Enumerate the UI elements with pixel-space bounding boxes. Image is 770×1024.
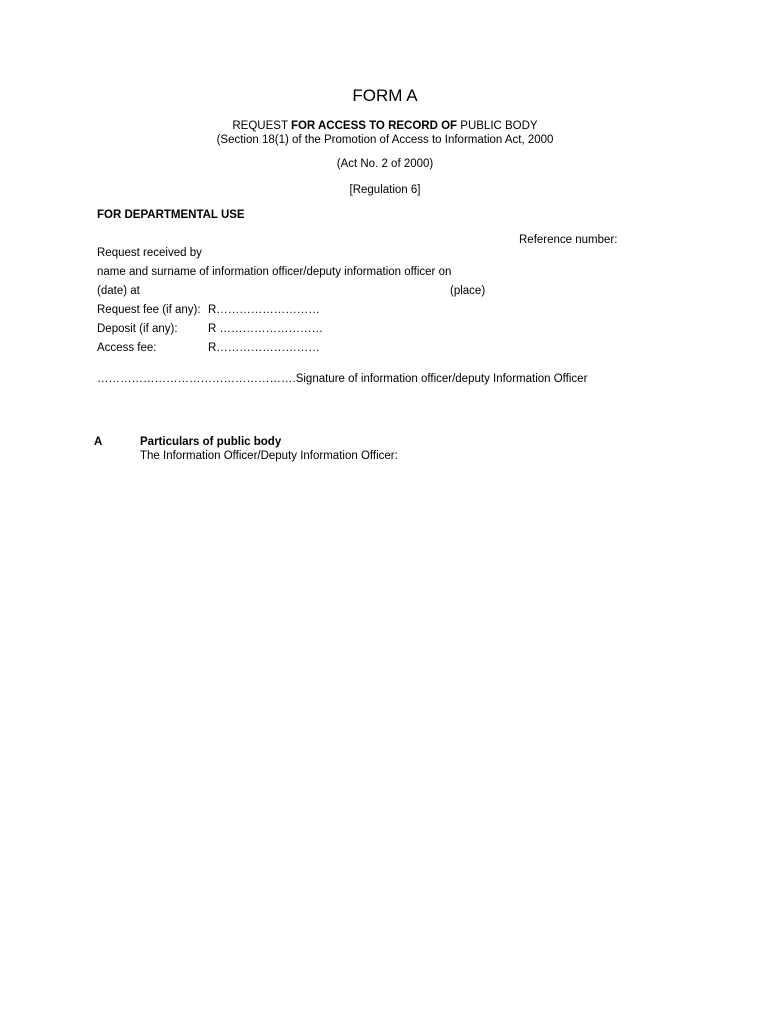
access-fee-label: Access fee: bbox=[97, 342, 157, 354]
signature-line: …………………………………………….Signature of information officer/deputy Information Officer bbox=[97, 373, 588, 385]
form-heading-part1: REQUEST bbox=[232, 120, 291, 132]
section-a-letter: A bbox=[94, 436, 103, 448]
section-a-subtitle: The Information Officer/Deputy Information Officer: bbox=[140, 450, 398, 462]
deposit-value: R ……………………… bbox=[208, 323, 323, 335]
date-label: (date) at bbox=[97, 285, 140, 297]
section-a-title: Particulars of public body bbox=[140, 436, 282, 448]
request-fee-value: R……………………… bbox=[208, 304, 320, 316]
regulation-reference: [Regulation 6] bbox=[349, 184, 421, 196]
form-title: FORM A bbox=[352, 86, 418, 105]
access-fee-value: R……………………… bbox=[208, 342, 320, 354]
request-received-by-label: Request received by bbox=[97, 247, 202, 259]
reference-number-label: Reference number: bbox=[519, 234, 618, 246]
form-heading-part2: FOR ACCESS TO RECORD OF bbox=[290, 120, 458, 132]
request-fee-label: Request fee (if any): bbox=[97, 304, 201, 316]
act-number: (Act No. 2 of 2000) bbox=[336, 158, 434, 170]
departmental-use-heading: FOR DEPARTMENTAL USE bbox=[97, 209, 245, 221]
section-reference: (Section 18(1) of the Promotion of Access to Information Act, 2000 bbox=[216, 134, 554, 146]
officer-name-line: name and surname of information officer/deputy information officer on bbox=[97, 266, 452, 278]
deposit-label: Deposit (if any): bbox=[97, 323, 178, 335]
place-label: (place) bbox=[450, 285, 486, 297]
form-heading bbox=[0, 120, 770, 132]
form-heading-part3: PUBLIC BODY bbox=[457, 120, 538, 132]
